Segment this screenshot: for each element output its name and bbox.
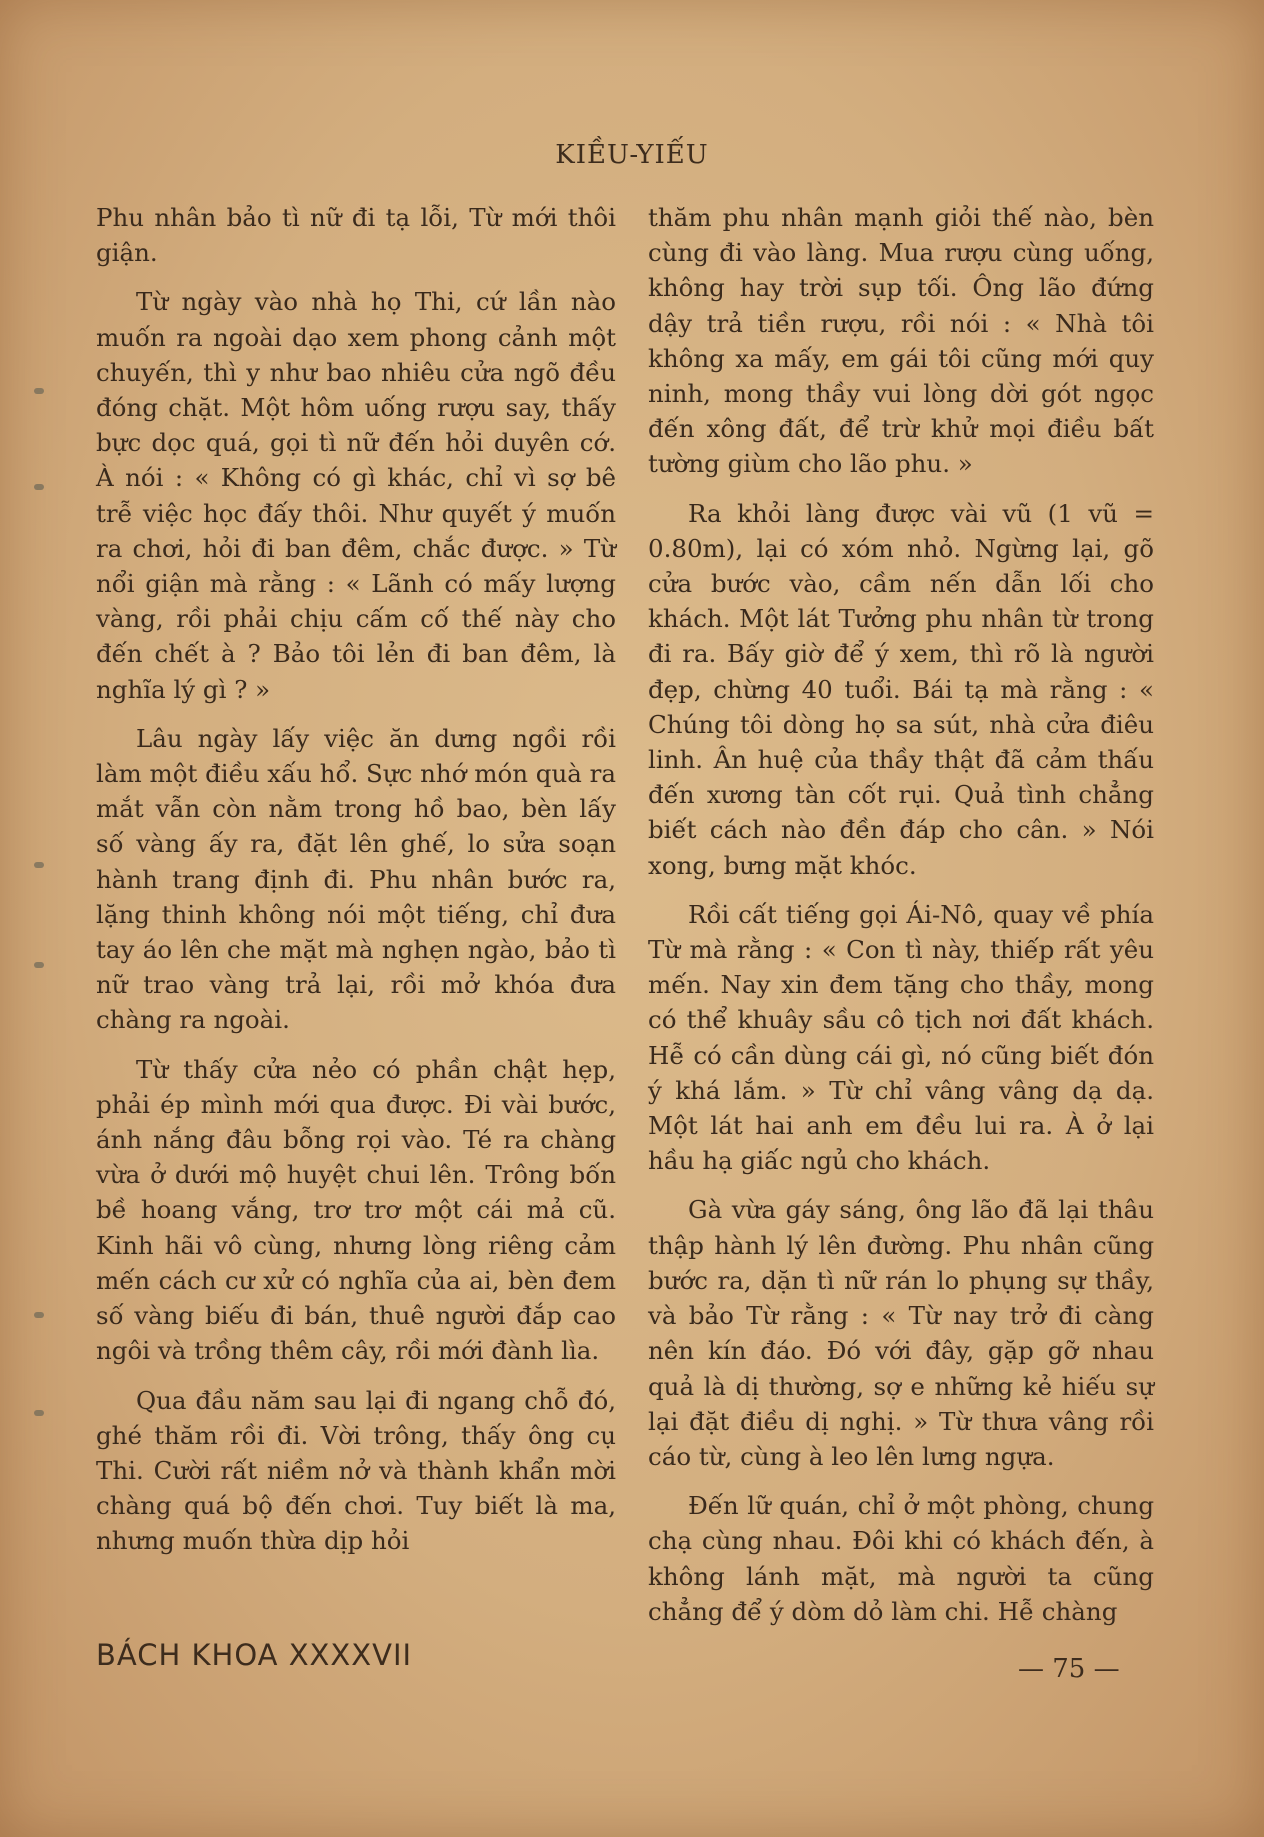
publication-footer: BÁCH KHOA XXXXVII (96, 1638, 413, 1672)
paragraph: thăm phu nhân mạnh giỏi thế nào, bèn cùng đi vào làng. Mua rượu cùng uống, không hay trời sụp tối. Ông lão đứng dậy trả tiền rượu, rồi nói : « Nhà tôi không xa mấy, em gái tôi cũng mới quy ninh, mong thầy vui lòng dời gót ngọc đến xông đất, để trừ khử mọi điều bất tường giùm cho lão phu. » (648, 203, 1154, 479)
right-column (648, 200, 1154, 1643)
left-column (96, 200, 616, 1573)
paragraph: Phu nhân bảo tì nữ đi tạ lỗi, Từ mới thôi giận. (96, 203, 616, 268)
running-header: KIỀU-YIẾU (555, 140, 709, 170)
binding-mark (34, 1312, 44, 1318)
page-number: — 75 — (1018, 1654, 1120, 1684)
paragraph: Qua đầu năm sau lại đi ngang chỗ đó, ghé thăm rồi đi. Vời trông, thấy ông cụ Thi. Cười rất niềm nở và thành khẩn mời chàng quá bộ đến chơi. Tuy biết là ma, nhưng muốn thừa dịp hỏi (96, 1385, 616, 1556)
binding-mark (34, 962, 44, 968)
paragraph: Từ thấy cửa nẻo có phần chật hẹp, phải ép mình mới qua được. Đi vài bước, ánh nắng đâu bỗng rọi vào. Té ra chàng vừa ở dưới mộ huyệt chui lên. Trông bốn bề hoang vắng, trơ trơ một cái mả cũ. Kinh hãi vô cùng, nhưng lòng riêng cảm mến cách cư xử có nghĩa của ai, bèn đem số vàng biếu đi bán, thuê người đắp cao ngôi và trồng thêm cây, rồi mới đành lìa. (96, 1054, 616, 1366)
paragraph: Ra khỏi làng được vài vũ (1 vũ = 0.80m), lại có xóm nhỏ. Ngừng lại, gõ cửa bước vào, cầm nến dẫn lối cho khách. Một lát Tưởng phu nhân từ trong đi ra. Bấy giờ để ý xem, thì rõ là người đẹp, chừng 40 tuổi. Bái tạ mà rằng : « Chúng tôi dòng họ sa sút, nhà cửa điêu linh. Ân huệ của thầy thật đã cảm thấu đến xương tàn cốt rụi. Quả tình chẳng biết cách nào đền đáp cho cân. » Nói xong, bưng mặt khóc. (648, 498, 1154, 880)
binding-mark (34, 862, 44, 868)
paragraph: Từ ngày vào nhà họ Thi, cứ lần nào muốn ra ngoài dạo xem phong cảnh một chuyến, thì y như bao nhiêu cửa ngõ đều đóng chặt. Một hôm uống rượu say, thấy bực dọc quá, gọi tì nữ đến hỏi duyên cớ. À nói : « Không có gì khác, chỉ vì sợ bê trễ việc học đấy thôi. Như quyết ý muốn ra chơi, hỏi đi ban đêm, chắc được. » Từ nổi giận mà rằng : « Lãnh có mấy lượng vàng, rồi phải chịu cấm cố thế này cho đến chết à ? Bảo tôi lẻn đi ban đêm, là nghĩa lý gì ? » (96, 287, 616, 704)
paragraph: Đến lữ quán, chỉ ở một phòng, chung chạ cùng nhau. Đôi khi có khách đến, à không lánh mặt, mà người ta cũng chẳng để ý dòm dỏ làm chi. Hễ chàng (648, 1491, 1154, 1626)
binding-mark (34, 388, 44, 394)
paragraph: Rồi cất tiếng gọi Ái-Nô, quay về phía Từ mà rằng : « Con tì này, thiếp rất yêu mến. Nay xin đem tặng cho thầy, mong có thể khuây sầu cô tịch nơi đất khách. Hễ có cần dùng cái gì, nó cũng biết đón ý khá lắm. » Từ chỉ vâng vâng dạ dạ. Một lát hai anh em đều lui ra. À ở lại hầu hạ giấc ngủ cho khách. (648, 899, 1154, 1176)
binding-mark (34, 484, 44, 490)
binding-mark (34, 1410, 44, 1416)
paragraph: Gà vừa gáy sáng, ông lão đã lại thâu thập hành lý lên đường. Phu nhân cũng bước ra, dặn tì nữ rán lo phụng sự thầy, và bảo Từ rằng : « Từ nay trở đi càng nên kín đáo. Đó với đây, gặp gỡ nhau quả là dị thường, sợ e những kẻ hiếu sự lại đặt điều dị nghị. » Từ thưa vâng rồi cáo từ, cùng à leo lên lưng ngựa. (648, 1195, 1154, 1471)
paragraph: Lâu ngày lấy việc ăn dưng ngồi rồi làm một điều xấu hổ. Sực nhớ món quà ra mắt vẫn còn nằm trong hồ bao, bèn lấy số vàng ấy ra, đặt lên ghế, lo sửa soạn hành trang định đi. Phu nhân bước ra, lặng thinh không nói một tiếng, chỉ đưa tay áo lên che mặt mà nghẹn ngào, bảo tì nữ trao vàng trả lại, rồi mở khóa đưa chàng ra ngoài. (96, 723, 616, 1035)
